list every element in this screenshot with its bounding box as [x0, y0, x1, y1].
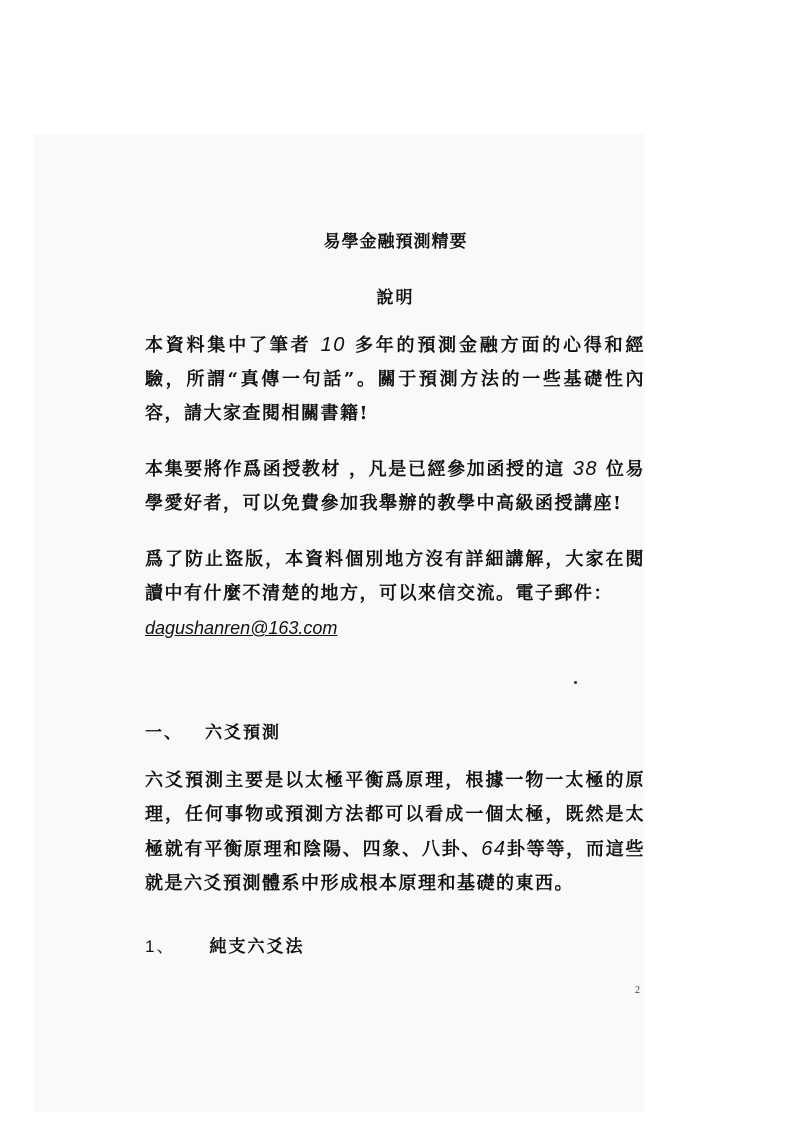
intro-text-after: 多年的預測金融方面的心得和經驗，所謂“真傳一句話”。關于預測方法的一些基礎性內容，請大家查閱相關書籍! — [145, 335, 645, 424]
course-text-after: 位易學愛好者，可以免費參加我舉辦的教學中高級函授講座! — [145, 459, 645, 514]
document-subtitle: 說明 — [376, 288, 415, 308]
contact-text: 爲了防止盜版，本資料個別地方沒有詳細講解，大家在閱讀中有什麼不清楚的地方，可以來信交流。電子郵件： — [145, 549, 645, 604]
course-paragraph — [145, 452, 645, 521]
liuyao-text-before: 六爻預測主要是以太極平衡爲原理，根據一物一太極的原理，任何事物或預測方法都可以看成一個太極，既然是太極就有平衡原理和陰陽、四象、八卦、 — [145, 770, 645, 860]
hexagram-count: 64 — [481, 838, 507, 860]
intro-text-before: 本資料集中了筆者 — [145, 335, 312, 356]
subsection-heading-chunzhi — [145, 932, 304, 957]
liuyao-text-after: 卦等等，而這些就是六爻預測體系中形成根本原理和基礎的東西。 — [145, 839, 645, 894]
speck-mark — [574, 681, 577, 684]
section-title: 六爻預測 — [205, 723, 281, 743]
students-number: 38 — [572, 458, 598, 480]
page-number: 2 — [635, 985, 640, 996]
years-number: 10 — [320, 334, 346, 356]
document-title: 易學金融預測精要 — [323, 232, 468, 252]
course-text-before: 本集要將作爲函授教材 ，凡是已經參加函授的這 — [145, 459, 565, 480]
liuyao-paragraph — [145, 764, 645, 901]
intro-paragraph — [145, 328, 645, 431]
section-heading-liuyao — [145, 718, 281, 743]
section-number: 一、 — [145, 723, 183, 743]
subsection-title: 純支六爻法 — [209, 937, 305, 957]
email-link[interactable]: dagushanren@163.com — [145, 618, 338, 638]
contact-paragraph — [145, 543, 645, 646]
subsection-number: 1、 — [145, 937, 176, 956]
